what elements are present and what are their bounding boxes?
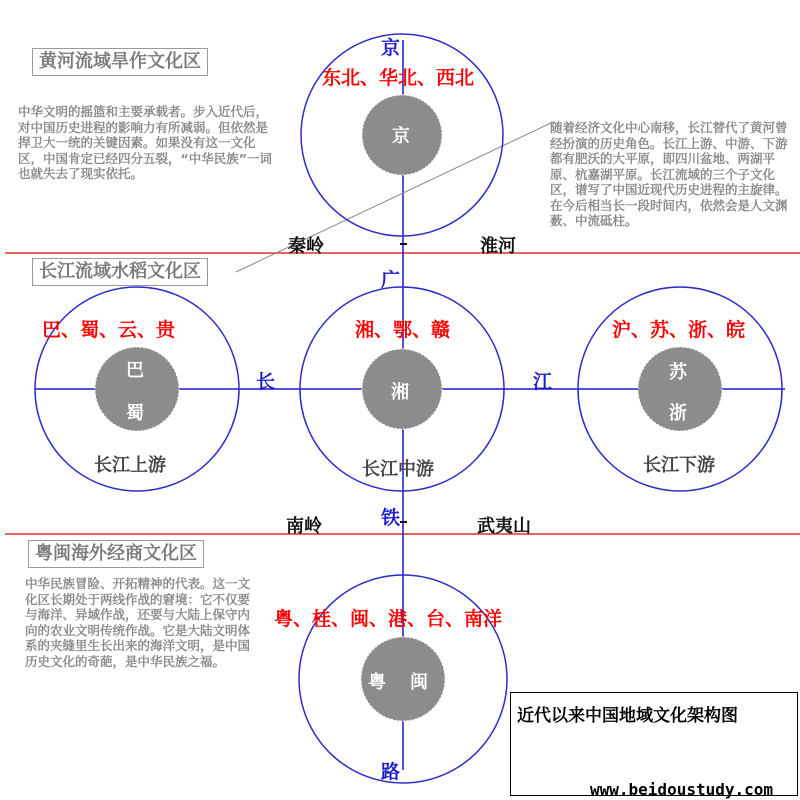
- north-core-label: 京: [392, 126, 410, 147]
- axis-char-jiang: 江: [533, 371, 553, 393]
- lower-reach-label: 长江下游: [643, 455, 715, 476]
- lower-regions-label: 沪、苏、浙、皖: [612, 319, 746, 341]
- lingnan-zone-title: 粤闽海外经商文化区: [28, 540, 204, 568]
- boundary-label-huaihe: 淮河: [480, 236, 516, 257]
- north-regions-label: 东北、华北、西北: [322, 67, 475, 89]
- axis-char-lu: 路: [381, 761, 401, 783]
- middle-core-label: 湘: [391, 382, 409, 403]
- upper-regions-label: 巴、蜀、云、贵: [42, 319, 176, 341]
- yellow-river-zone-description: 中华文明的摇篮和主要承载者。步入近代后，对中国历史进程的影响力有所减弱。但依然是捍卫大一统的关键因素。如果没有这一文化区，中国肯定已经四分五裂，“中华民族”一词也就失去了现实依托。: [18, 104, 272, 181]
- axis-char-guang: 广: [381, 269, 401, 291]
- axis-char-jing: 京: [381, 37, 401, 59]
- middle-reach-label: 长江中游: [362, 459, 434, 480]
- diagram-title: 近代以来中国地域文化架构图: [517, 706, 738, 726]
- lower-core-bottom-label: 浙: [669, 403, 687, 424]
- watermark-text: www.beidoustudy.com: [590, 780, 774, 799]
- south-regions-label: 粤、桂、闽、港、台、南洋: [274, 608, 503, 630]
- upper-reach-label: 长江上游: [94, 455, 166, 476]
- south-core-right-label: 闽: [410, 672, 428, 693]
- middle-regions-label: 湘、鄂、赣: [355, 319, 451, 341]
- boundary-label-nanling: 南岭: [286, 516, 322, 537]
- yellow-river-zone-title: 黄河流域旱作文化区: [32, 48, 208, 76]
- south-core-left-label: 粤: [368, 672, 386, 693]
- boundary-label-wuyishan: 武夷山: [477, 516, 531, 537]
- yangtze-zone-description: 随着经济文化中心南移，长江替代了黄河曾经扮演的历史角色。长江上游、中游、下游都有肥沃的大平原，即四川盆地、两湖平原、杭嘉湖平原。长江流域的三个子文化区，谱写了中国近现代历史进程的主旋律。在今后相当长一段时间内，依然会是人文渊薮、中流砥柱。: [550, 120, 788, 228]
- lower-core-top-label: 苏: [669, 362, 687, 383]
- lingnan-zone-description: 中华民族冒险、开拓精神的代表。这一文化区长期处于两线作战的窘境：它不仅要与海洋、异域作战，还要与大陆上保守内向的农业文明传统作战。它是大陆文明体系的夹缝里生长出来的海洋文明，是中国历史文化的奇葩，是中华民族之福。: [25, 576, 251, 669]
- upper-core-top-label: 巴: [126, 360, 144, 381]
- boundary-label-qinling: 秦岭: [288, 236, 324, 257]
- axis-char-tie: 铁: [381, 507, 401, 529]
- yangtze-zone-title: 长江流域水稻文化区: [32, 258, 208, 286]
- upper-core-bottom-label: 蜀: [126, 403, 144, 424]
- axis-char-chang: 长: [256, 371, 276, 393]
